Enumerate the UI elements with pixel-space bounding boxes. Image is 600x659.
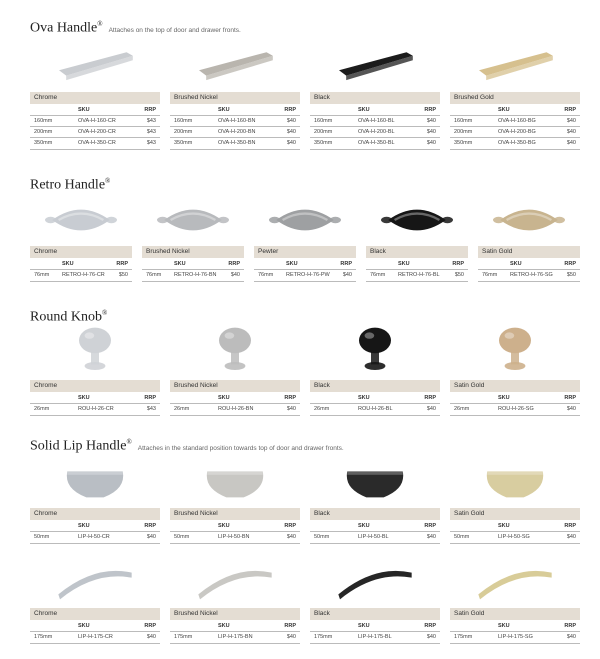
- product-image-lipshort: [45, 454, 145, 506]
- cell-size: 175mm: [174, 634, 193, 640]
- table-row: [30, 137, 160, 150]
- cell-rrp: $50: [566, 272, 576, 278]
- cell-sku: LIP-H-175-SG: [498, 634, 533, 640]
- cell-rrp: $40: [230, 272, 240, 278]
- table-header: [254, 259, 356, 269]
- cell-sku: OVA-H-160-CR: [78, 118, 116, 124]
- finish-label: Chrome: [30, 508, 160, 520]
- finish-label: Brushed Nickel: [170, 508, 300, 520]
- finish-label: Brushed Nickel: [170, 608, 300, 620]
- cell-size: 26mm: [314, 406, 330, 412]
- product-image-retro: [147, 196, 239, 244]
- table-row: [310, 403, 440, 416]
- product-image-wrap: [450, 322, 580, 378]
- header-sku: SKU: [78, 523, 90, 529]
- table-header: [30, 521, 160, 531]
- table-row: [170, 403, 300, 416]
- cell-sku: ROU-H-26-CR: [78, 406, 114, 412]
- header-sku: SKU: [498, 107, 510, 113]
- header-rrp: RRP: [452, 261, 464, 267]
- table-row: [170, 137, 300, 150]
- cell-rrp: $40: [146, 634, 156, 640]
- finish-label: Black: [310, 608, 440, 620]
- product-image-wrap: [30, 36, 160, 90]
- product-image-wrap: [170, 322, 300, 378]
- finish-label: Satin Gold: [450, 508, 580, 520]
- cell-rrp: $40: [566, 534, 576, 540]
- header-rrp: RRP: [564, 261, 576, 267]
- header-sku: SKU: [358, 523, 370, 529]
- table-header: [30, 259, 132, 269]
- cell-size: 50mm: [454, 534, 470, 540]
- product-image-liplong: [40, 556, 150, 606]
- table-row: [310, 631, 440, 644]
- finish-label: Brushed Nickel: [142, 246, 244, 258]
- product-image-round: [335, 322, 415, 378]
- header-rrp: RRP: [424, 623, 436, 629]
- header-sku: SKU: [498, 523, 510, 529]
- cell-rrp: $40: [286, 118, 296, 124]
- cell-rrp: $40: [426, 634, 436, 640]
- cell-rrp: $43: [146, 129, 156, 135]
- cell-sku: LIP-H-175-BL: [358, 634, 392, 640]
- table-row: [142, 269, 244, 282]
- header-rrp: RRP: [284, 395, 296, 401]
- header-rrp: RRP: [564, 395, 576, 401]
- header-sku: SKU: [218, 623, 230, 629]
- product-image-wrap: [310, 36, 440, 90]
- cell-sku: LIP-H-175-CR: [78, 634, 113, 640]
- header-sku: SKU: [510, 261, 522, 267]
- cell-size: 175mm: [454, 634, 473, 640]
- header-rrp: RRP: [116, 261, 128, 267]
- cell-rrp: $40: [342, 272, 352, 278]
- header-sku: SKU: [286, 261, 298, 267]
- cell-sku: RETRO-H-76-BN: [174, 272, 217, 278]
- cell-rrp: $43: [146, 406, 156, 412]
- finish-label: Brushed Nickel: [170, 380, 300, 392]
- product-image-wrap: [142, 196, 244, 244]
- table-header: [310, 521, 440, 531]
- table-row: [30, 531, 160, 544]
- finish-label: Black: [310, 380, 440, 392]
- cell-rrp: $43: [146, 118, 156, 124]
- table-header: [142, 259, 244, 269]
- finish-label: Brushed Gold: [450, 92, 580, 104]
- table-header: [310, 105, 440, 115]
- product-image-liplong: [460, 556, 570, 606]
- cell-sku: OVA-H-350-BN: [218, 140, 256, 146]
- cell-size: 76mm: [34, 272, 50, 278]
- cell-sku: OVA-H-160-BG: [498, 118, 536, 124]
- header-sku: SKU: [62, 261, 74, 267]
- cell-sku: OVA-H-200-CR: [78, 129, 116, 135]
- cell-sku: OVA-H-160-BL: [358, 118, 395, 124]
- cell-size: 26mm: [34, 406, 50, 412]
- table-row: [450, 403, 580, 416]
- header-rrp: RRP: [424, 523, 436, 529]
- table-header: [170, 393, 300, 403]
- cell-sku: LIP-H-50-BN: [218, 534, 250, 540]
- header-rrp: RRP: [564, 523, 576, 529]
- header-rrp: RRP: [284, 623, 296, 629]
- finish-label: Black: [310, 508, 440, 520]
- cell-rrp: $40: [426, 140, 436, 146]
- cell-sku: OVA-H-200-BL: [358, 129, 395, 135]
- table-header: [30, 105, 160, 115]
- cell-size: 50mm: [314, 534, 330, 540]
- cell-size: 160mm: [34, 118, 53, 124]
- cell-rrp: $50: [454, 272, 464, 278]
- product-image-wrap: [310, 322, 440, 378]
- table-header: [30, 621, 160, 631]
- cell-size: 160mm: [454, 118, 473, 124]
- product-image-round: [195, 322, 275, 378]
- header-rrp: RRP: [228, 261, 240, 267]
- product-image-retro: [483, 196, 575, 244]
- product-image-wrap: [450, 454, 580, 506]
- product-image-liplong: [320, 556, 430, 606]
- header-rrp: RRP: [144, 395, 156, 401]
- table-row: [450, 531, 580, 544]
- header-sku: SKU: [498, 623, 510, 629]
- header-sku: SKU: [498, 395, 510, 401]
- cell-rrp: $40: [286, 634, 296, 640]
- product-image-wrap: [310, 454, 440, 506]
- table-header: [30, 393, 160, 403]
- finish-label: Satin Gold: [450, 380, 580, 392]
- table-header: [450, 393, 580, 403]
- product-image-wrap: [254, 196, 356, 244]
- cell-sku: ROU-H-26-SG: [498, 406, 534, 412]
- cell-sku: LIP-H-50-BL: [358, 534, 389, 540]
- section-title-lip: Solid Lip Handle®Attaches in the standard position towards top of door and drawer fronts.: [30, 438, 344, 454]
- cell-sku: ROU-H-26-BL: [358, 406, 393, 412]
- header-rrp: RRP: [284, 523, 296, 529]
- table-row: [478, 269, 580, 282]
- table-row: [30, 269, 132, 282]
- cell-sku: OVA-H-350-CR: [78, 140, 116, 146]
- product-image-retro: [259, 196, 351, 244]
- cell-rrp: $40: [566, 118, 576, 124]
- product-image-lipshort: [325, 454, 425, 506]
- product-image-wrap: [30, 556, 160, 606]
- cell-rrp: $40: [426, 129, 436, 135]
- cell-rrp: $40: [566, 129, 576, 135]
- table-header: [366, 259, 468, 269]
- header-sku: SKU: [358, 623, 370, 629]
- cell-sku: OVA-H-160-BN: [218, 118, 256, 124]
- finish-label: Black: [310, 92, 440, 104]
- cell-rrp: $40: [426, 406, 436, 412]
- header-sku: SKU: [358, 107, 370, 113]
- table-header: [170, 521, 300, 531]
- header-rrp: RRP: [284, 107, 296, 113]
- product-image-wrap: [310, 556, 440, 606]
- header-sku: SKU: [78, 623, 90, 629]
- product-image-ova: [40, 36, 150, 90]
- table-row: [366, 269, 468, 282]
- table-row: [310, 531, 440, 544]
- cell-sku: OVA-H-200-BG: [498, 129, 536, 135]
- table-header: [310, 621, 440, 631]
- cell-size: 76mm: [146, 272, 162, 278]
- cell-rrp: $40: [566, 406, 576, 412]
- cell-sku: LIP-H-175-BN: [218, 634, 253, 640]
- product-image-wrap: [170, 36, 300, 90]
- finish-label: Black: [366, 246, 468, 258]
- finish-label: Pewter: [254, 246, 356, 258]
- table-header: [170, 621, 300, 631]
- cell-rrp: $40: [286, 534, 296, 540]
- header-sku: SKU: [218, 395, 230, 401]
- cell-rrp: $43: [146, 140, 156, 146]
- table-row: [170, 531, 300, 544]
- cell-sku: OVA-H-350-BL: [358, 140, 395, 146]
- cell-size: 26mm: [454, 406, 470, 412]
- header-rrp: RRP: [564, 623, 576, 629]
- cell-size: 160mm: [314, 118, 333, 124]
- product-image-wrap: [170, 454, 300, 506]
- finish-label: Chrome: [30, 380, 160, 392]
- cell-size: 350mm: [314, 140, 333, 146]
- cell-rrp: $40: [426, 118, 436, 124]
- header-rrp: RRP: [144, 623, 156, 629]
- table-row: [254, 269, 356, 282]
- cell-size: 200mm: [174, 129, 193, 135]
- cell-size: 76mm: [258, 272, 274, 278]
- cell-size: 76mm: [482, 272, 498, 278]
- product-image-wrap: [366, 196, 468, 244]
- header-rrp: RRP: [564, 107, 576, 113]
- section-title-ova: Ova Handle®Attaches on the top of door and drawer fronts.: [30, 20, 241, 36]
- product-image-retro: [35, 196, 127, 244]
- cell-rrp: $40: [286, 406, 296, 412]
- cell-rrp: $40: [566, 140, 576, 146]
- cell-size: 200mm: [454, 129, 473, 135]
- cell-size: 160mm: [174, 118, 193, 124]
- table-row: [450, 631, 580, 644]
- header-rrp: RRP: [424, 107, 436, 113]
- product-image-ova: [180, 36, 290, 90]
- cell-size: 200mm: [34, 129, 53, 135]
- cell-sku: RETRO-H-76-PW: [286, 272, 330, 278]
- cell-rrp: $40: [286, 140, 296, 146]
- table-header: [450, 105, 580, 115]
- table-row: [30, 631, 160, 644]
- cell-rrp: $50: [118, 272, 128, 278]
- header-rrp: RRP: [144, 107, 156, 113]
- product-image-lipshort: [185, 454, 285, 506]
- header-sku: SKU: [78, 395, 90, 401]
- cell-size: 175mm: [34, 634, 53, 640]
- cell-size: 50mm: [34, 534, 50, 540]
- product-image-wrap: [450, 36, 580, 90]
- cell-sku: RETRO-H-76-CR: [62, 272, 105, 278]
- cell-sku: OVA-H-200-BN: [218, 129, 256, 135]
- table-row: [170, 631, 300, 644]
- cell-rrp: $40: [286, 129, 296, 135]
- header-sku: SKU: [218, 107, 230, 113]
- product-image-round: [475, 322, 555, 378]
- finish-label: Brushed Nickel: [170, 92, 300, 104]
- cell-sku: RETRO-H-76-SG: [510, 272, 553, 278]
- product-image-wrap: [30, 322, 160, 378]
- product-image-ova: [320, 36, 430, 90]
- cell-sku: ROU-H-26-BN: [218, 406, 254, 412]
- table-header: [478, 259, 580, 269]
- product-image-wrap: [30, 454, 160, 506]
- product-image-wrap: [450, 556, 580, 606]
- cell-rrp: $40: [426, 534, 436, 540]
- product-image-wrap: [30, 196, 132, 244]
- cell-rrp: $40: [566, 634, 576, 640]
- cell-size: 350mm: [174, 140, 193, 146]
- product-image-liplong: [180, 556, 290, 606]
- table-header: [170, 105, 300, 115]
- table-header: [450, 621, 580, 631]
- table-row: [30, 403, 160, 416]
- table-row: [450, 137, 580, 150]
- cell-size: 175mm: [314, 634, 333, 640]
- header-sku: SKU: [358, 395, 370, 401]
- cell-size: 50mm: [174, 534, 190, 540]
- header-sku: SKU: [174, 261, 186, 267]
- table-row: [310, 137, 440, 150]
- cell-sku: LIP-H-50-CR: [78, 534, 110, 540]
- finish-label: Chrome: [30, 608, 160, 620]
- product-image-ova: [460, 36, 570, 90]
- header-sku: SKU: [398, 261, 410, 267]
- product-image-lipshort: [465, 454, 565, 506]
- header-rrp: RRP: [424, 395, 436, 401]
- cell-size: 26mm: [174, 406, 190, 412]
- table-header: [310, 393, 440, 403]
- finish-label: Satin Gold: [450, 608, 580, 620]
- finish-label: Satin Gold: [478, 246, 580, 258]
- cell-size: 350mm: [454, 140, 473, 146]
- header-sku: SKU: [218, 523, 230, 529]
- header-rrp: RRP: [340, 261, 352, 267]
- product-image-retro: [371, 196, 463, 244]
- table-header: [450, 521, 580, 531]
- finish-label: Chrome: [30, 92, 160, 104]
- cell-sku: OVA-H-350-BG: [498, 140, 536, 146]
- cell-sku: LIP-H-50-SG: [498, 534, 530, 540]
- section-title-round: Round Knob®: [30, 309, 108, 325]
- header-rrp: RRP: [144, 523, 156, 529]
- product-image-round: [55, 322, 135, 378]
- product-image-wrap: [478, 196, 580, 244]
- cell-sku: RETRO-H-76-BL: [398, 272, 440, 278]
- section-title-retro: Retro Handle®: [30, 177, 111, 193]
- cell-size: 76mm: [370, 272, 386, 278]
- cell-rrp: $40: [146, 534, 156, 540]
- cell-size: 200mm: [314, 129, 333, 135]
- cell-size: 350mm: [34, 140, 53, 146]
- header-sku: SKU: [78, 107, 90, 113]
- finish-label: Chrome: [30, 246, 132, 258]
- product-image-wrap: [170, 556, 300, 606]
